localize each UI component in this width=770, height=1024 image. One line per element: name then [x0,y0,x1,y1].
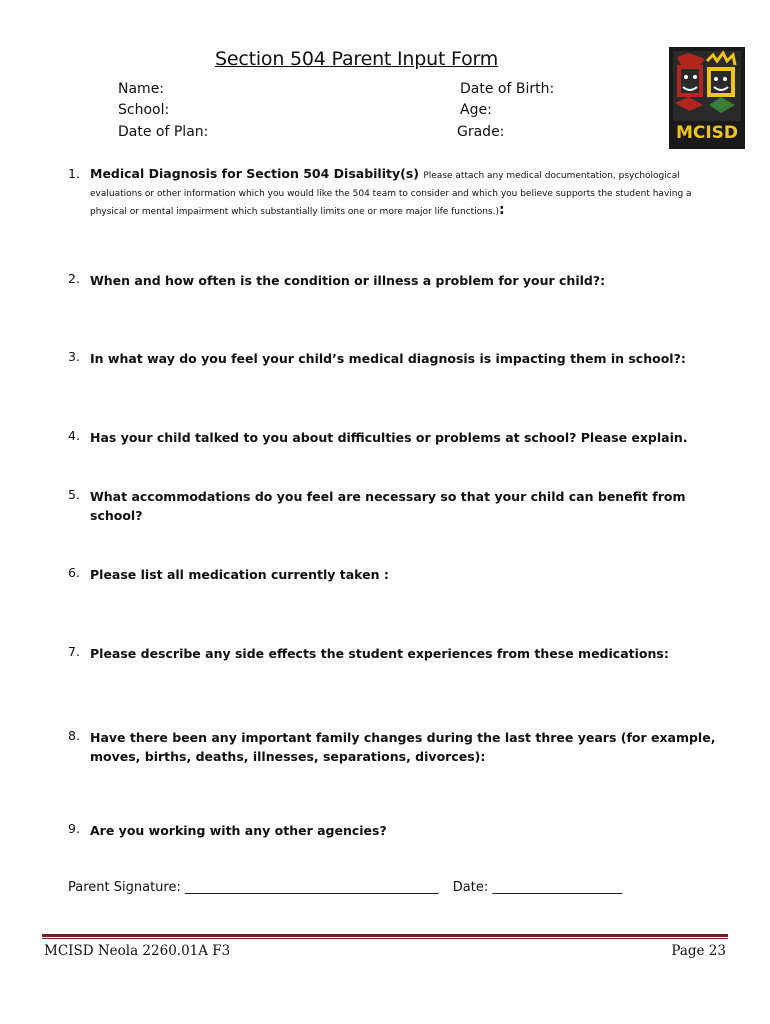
question-1 [68,166,718,220]
question-2 [68,271,718,290]
question-text: Has your child talked to you about difficulties or problems at school? Please explain. [90,430,688,445]
question-number: 3. [68,349,80,364]
question-5 [68,487,718,525]
name-label: Name: [118,81,165,97]
question-number: 9. [68,821,80,836]
form-title: Section 504 Parent Input Form [215,48,499,70]
question-number: 5. [68,487,80,502]
question-7 [68,644,718,663]
question-text: Are you working with any other agencies? [90,823,387,838]
question-number: 2. [68,271,80,286]
question-4 [68,428,718,447]
question-text: Medical Diagnosis for Section 504 Disability(s) [90,166,419,181]
footer-form-code: MCISD Neola 2260.01A F3 [44,943,231,959]
question-text: Please list all medication currently taken : [90,567,389,582]
question-suffix: : [498,202,505,218]
question-note: Please attach any medical documentation, psychological evaluations or other information which you would like the 504 team to consider and which you believe supports the student having a physical or mental impairment which substantially limits one or more major life functions.) [90,171,692,217]
question-3 [68,349,718,368]
question-text: In what way do you feel your child’s medical diagnosis is impacting them in school?: [90,351,686,366]
question-9 [68,821,718,840]
question-number: 6. [68,565,80,580]
question-text: Have there been any important family changes during the last three years (for example, moves, births, deaths, illnesses, separations, divorces): [90,730,716,764]
question-number: 8. [68,728,80,743]
question-number: 4. [68,428,80,443]
logo-text: MCISD [675,123,739,143]
date-line[interactable]: ____________________ [492,880,623,895]
parent-signature-label: Parent Signature: [68,880,181,895]
grade-label: Grade: [457,124,505,140]
question-6 [68,565,718,584]
date-of-birth-label: Date of Birth: [460,81,555,97]
school-label: School: [118,102,170,118]
parent-signature-line[interactable]: _______________________________________ [184,880,439,895]
question-text: When and how often is the condition or illness a problem for your child?: [90,273,606,288]
signature-row [68,880,622,895]
question-text: What accommodations do you feel are necessary so that your child can benefit from school? [90,489,686,523]
date-of-plan-label: Date of Plan: [118,124,209,140]
mcisd-logo [669,47,745,149]
question-number: 7. [68,644,80,659]
footer-rule-thin [42,938,728,939]
question-number: 1. [68,166,80,181]
age-label: Age: [460,102,492,118]
page-number: Page 23 [671,943,726,959]
date-label: Date: [452,880,489,895]
footer-rule [42,934,728,937]
question-8 [68,728,718,766]
question-text: Please describe any side effects the student experiences from these medications: [90,646,669,661]
